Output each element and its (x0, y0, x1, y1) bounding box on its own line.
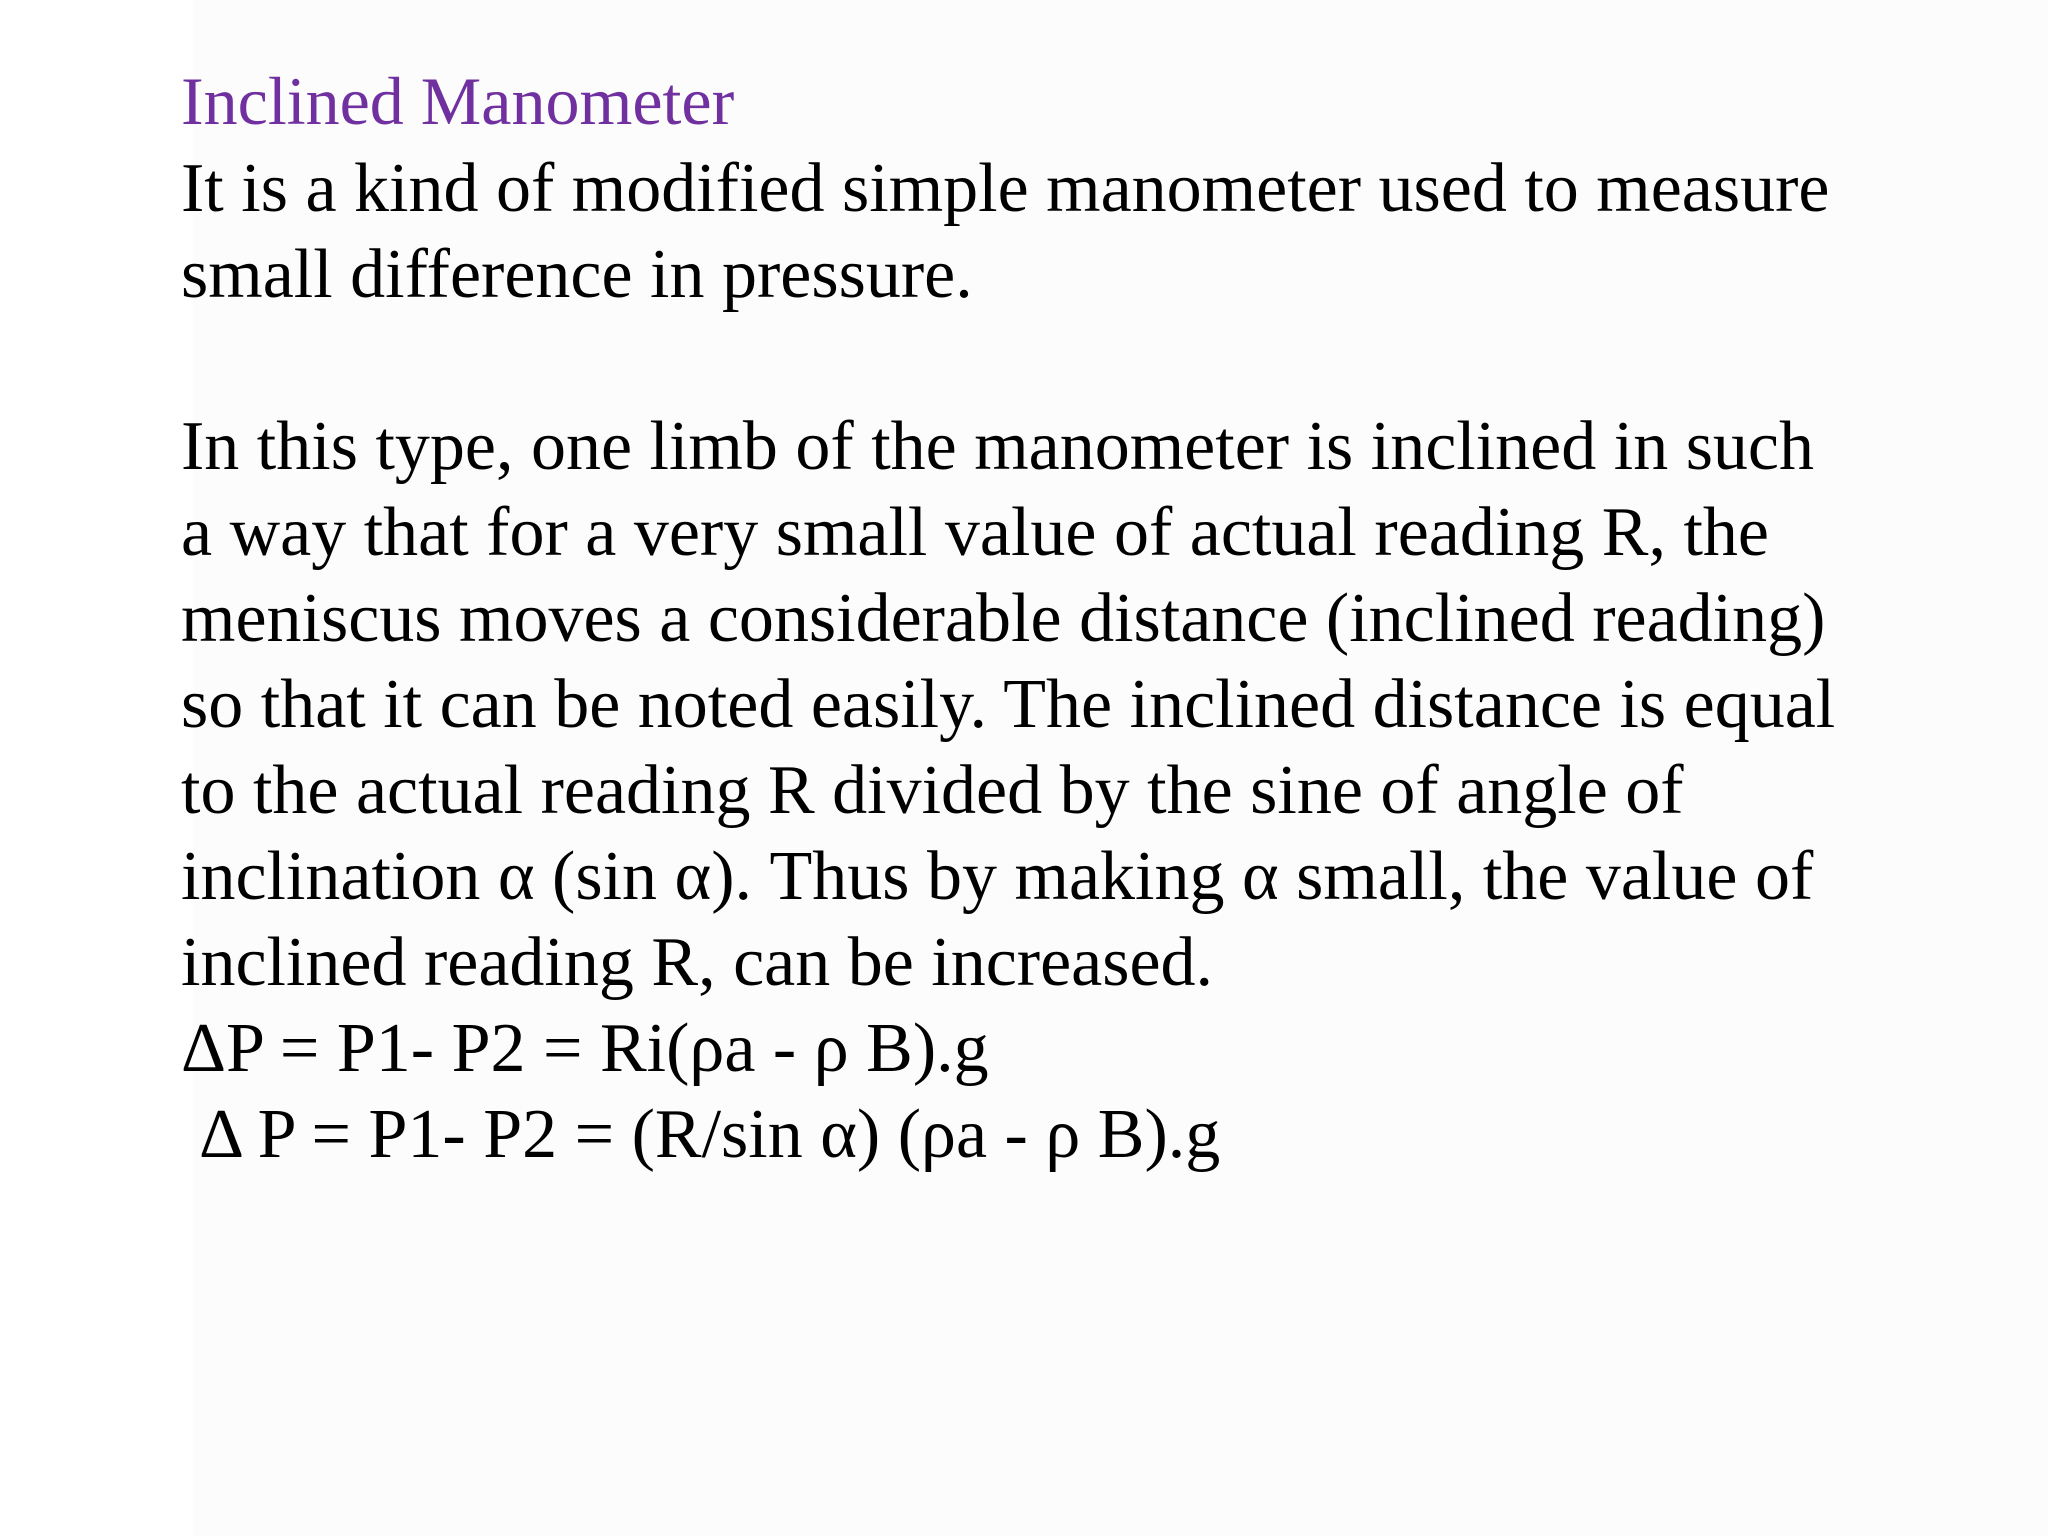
body-line: inclined reading R, can be increased. (181, 924, 1214, 1001)
paragraph-spacer (181, 318, 1901, 404)
slide-content (181, 56, 1901, 1178)
body-line: In this type, one limb of the manometer is inclined in such (181, 408, 1815, 485)
intro-line: small difference in pressure. (181, 236, 973, 313)
equation-pressure-difference: ΔP = P1- P2 = Ri(ρa - ρ B).g (181, 1010, 989, 1087)
body-line: meniscus moves a considerable distance (inclined reading) (181, 580, 1826, 657)
body-line: to the actual reading R divided by the sine of angle of (181, 752, 1684, 829)
intro-line: It is a kind of modified simple manometer used to measure (181, 150, 1830, 227)
slide-title: Inclined Manometer (181, 63, 735, 139)
body-line: a way that for a very small value of actual reading R, the (181, 494, 1769, 571)
body-line: so that it can be noted easily. The inclined distance is equal (181, 666, 1836, 743)
body-line: inclination α (sin α). Thus by making α small, the value of (181, 838, 1814, 915)
equation-inclined-reading: Δ P = P1- P2 = (R/sin α) (ρa - ρ B).g (199, 1096, 1221, 1173)
